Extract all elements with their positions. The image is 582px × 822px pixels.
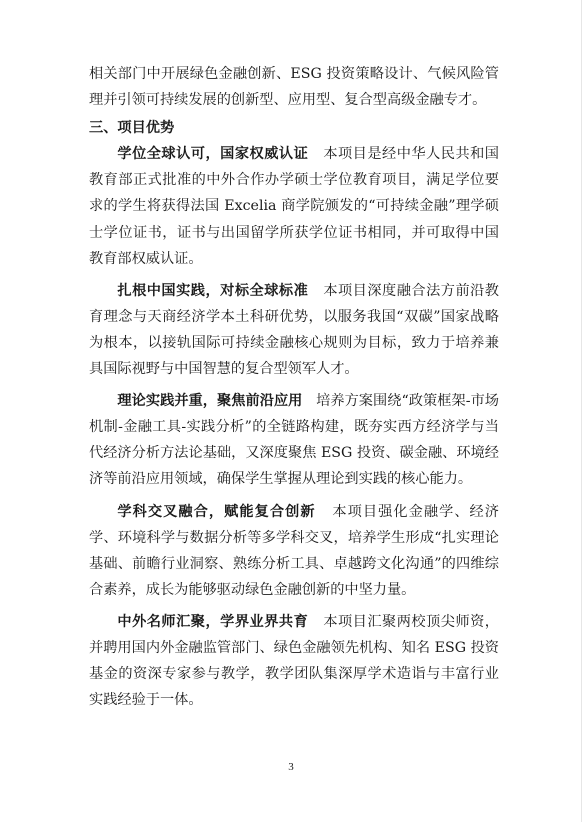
advantage-title-5: 中外名师汇聚，学界业界共育	[117, 613, 309, 630]
advantage-spacer	[313, 146, 318, 162]
advantage-body-1: 本项目是经中华人民共和国教育部正式批准的中外合作办学硕士学位教育项目，满足学位要求的学生将获得法国 Excelia 商学院颁发的“可持续金融”理学硕士学位证书，证书与出国留学所获学位证书相同，并可取得中国教育部权威认证。	[89, 146, 499, 267]
intro-paragraph: 相关部门中开展绿色金融创新、ESG 投资策略设计、气候风险管理并引领可持续发展的创新型、应用型、复合型高级金融专才。	[89, 66, 499, 109]
advantage-title-3: 理论实践并重，聚焦前沿应用	[117, 393, 303, 410]
advantage-spacer	[313, 614, 318, 630]
advantage-spacer	[321, 504, 327, 520]
advantage-paragraph-3	[89, 388, 499, 492]
advantage-title-2: 扎根中国实践，对标全球标准	[117, 282, 309, 299]
advantage-spacer	[313, 283, 318, 299]
advantage-body-2: 本项目深度融合法方前沿教育理念与天商经济学本土科研优势，以服务我国“双碳”国家战略为根本，以接轨国际可持续金融核心规则为目标，致力于培养兼具国际视野与中国智慧的复合型领军人才。	[89, 282, 499, 378]
advantage-title-4: 学科交叉融合，赋能复合创新	[117, 503, 316, 520]
advantage-paragraph-5	[89, 609, 499, 713]
advantage-title-1: 学位全球认可，国家权威认证	[117, 146, 309, 163]
advantage-paragraph-2	[89, 278, 499, 382]
page-content	[89, 61, 499, 713]
section-heading: 三、项目优势	[89, 120, 175, 137]
advantage-paragraph-1	[89, 141, 499, 271]
advantage-body-3: 培养方案围绕“政策框架-市场机制-金融工具-实践分析”的全链路构建，既夯实西方经济学与当代经济分析方法论基础，又深度聚焦 ESG 投资、碳金融、环境经济等前沿应用领域，确保学生掌握从理论到实践的核心能力。	[89, 393, 499, 488]
advantage-body-5: 本项目汇聚两校顶尖师资，并聘用国内外金融监管部门、绿色金融领先机构、知名 ESG 投资基金的资深专家参与教学，教学团队集深厚学术造诣与丰富行业实践经验于一体。	[89, 613, 499, 709]
advantage-body-4: 本项目强化金融学、经济学、环境科学与数据分析等多学科交叉，培养学生形成“扎实理论基础、前瞻行业洞察、熟练分析工具、卓越跨文化沟通”的四维综合素养，成长为能够驱动绿色金融创新的中坚力量。	[89, 503, 499, 598]
advantage-spacer	[307, 393, 312, 409]
advantage-paragraph-4	[89, 499, 499, 603]
page-number: 3	[288, 761, 294, 773]
